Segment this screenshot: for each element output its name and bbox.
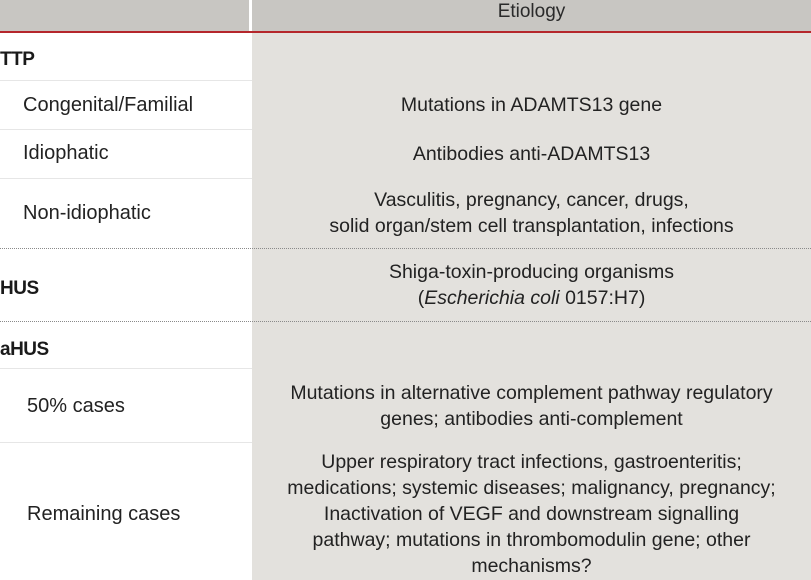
row-divider bbox=[0, 129, 252, 130]
organism-name: Escherichia coli bbox=[424, 287, 560, 309]
etiology-line: Mutations in ADAMTS13 gene bbox=[400, 94, 663, 116]
section-label-ttp: TTP bbox=[0, 49, 35, 70]
etiology-cell-remaining-cases bbox=[252, 449, 811, 579]
etiology-cell-non-idiophatic bbox=[252, 187, 811, 239]
paren-open: ( bbox=[417, 287, 425, 309]
row-divider bbox=[0, 178, 252, 179]
header-etiology-label: Etiology bbox=[497, 1, 566, 22]
etiology-line: pathway; mutations in thrombomodulin gene; other bbox=[312, 529, 751, 551]
etiology-line: Inactivation of VEGF and downstream signalling bbox=[323, 503, 740, 525]
etiology-line: Antibodies anti-ADAMTS13 bbox=[412, 143, 651, 165]
etiology-cell-hus bbox=[252, 259, 811, 311]
etiology-line: medications; systemic diseases; malignancy, pregnancy; bbox=[287, 477, 776, 499]
strain-name: 0157:H7) bbox=[559, 287, 646, 309]
row-label-50-cases: 50% cases bbox=[27, 395, 125, 417]
etiology-line: genes; antibodies anti-complement bbox=[380, 408, 683, 430]
etiology-cell-idiophatic bbox=[252, 141, 811, 167]
etiology-line: Shiga-toxin-producing organisms bbox=[388, 261, 675, 283]
section-divider bbox=[0, 248, 811, 249]
header-etiology-cell bbox=[252, 0, 811, 32]
etiology-line: Upper respiratory tract infections, gastroenteritis; bbox=[321, 451, 742, 473]
row-label-remaining-cases: Remaining cases bbox=[27, 503, 181, 525]
etiology-cell-congenital bbox=[252, 92, 811, 118]
etiology-line: mechanisms? bbox=[471, 555, 592, 577]
section-divider bbox=[0, 321, 811, 322]
row-label-idiophatic: Idiophatic bbox=[23, 142, 109, 164]
etiology-line: Mutations in alternative complement pathway regulatory bbox=[290, 382, 773, 404]
row-divider bbox=[0, 442, 252, 443]
row-label-congenital: Congenital/Familial bbox=[23, 94, 194, 116]
etiology-line: solid organ/stem cell transplantation, infections bbox=[329, 215, 734, 237]
etiology-line-organism bbox=[252, 285, 811, 311]
header-left-cell bbox=[0, 0, 249, 32]
etiology-cell-50-cases bbox=[252, 380, 811, 432]
row-divider bbox=[0, 368, 252, 369]
row-divider bbox=[0, 80, 252, 81]
section-label-ahus: aHUS bbox=[0, 339, 49, 360]
etiology-line: Vasculitis, pregnancy, cancer, drugs, bbox=[374, 189, 689, 211]
row-label-non-idiophatic: Non-idiophatic bbox=[23, 202, 151, 224]
section-label-hus: HUS bbox=[0, 278, 39, 299]
